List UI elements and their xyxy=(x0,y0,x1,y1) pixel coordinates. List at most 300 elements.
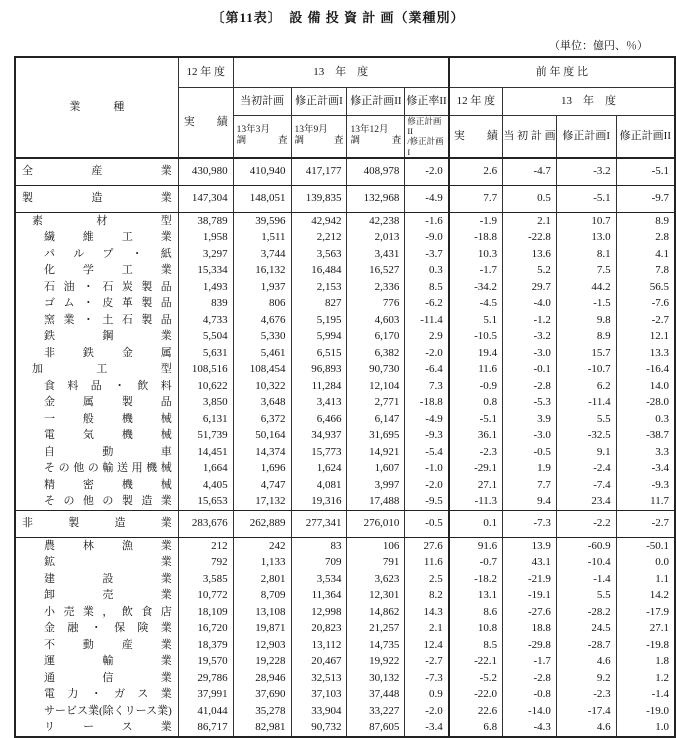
value-cell: -1.5 xyxy=(556,295,616,312)
industry-label: 金融・保険業 xyxy=(15,620,178,637)
value-cell: -18.8 xyxy=(405,394,449,411)
value-cell: -2.0 xyxy=(405,703,449,720)
col-header-revision-rate-2: 修正率II xyxy=(405,88,449,116)
industry-label: 自動車 xyxy=(15,444,178,461)
value-cell: 262,889 xyxy=(233,510,291,537)
value-cell: -19.1 xyxy=(503,587,557,604)
value-cell: -2.2 xyxy=(556,510,616,537)
value-cell: 12,998 xyxy=(291,604,347,621)
col-header-yoy: 前 年 度 比 xyxy=(449,57,675,88)
table-row xyxy=(15,345,675,362)
value-cell: 5.1 xyxy=(449,312,503,329)
value-cell: 29.7 xyxy=(503,279,557,296)
value-cell: -1.4 xyxy=(616,686,675,703)
value-cell: 4,733 xyxy=(178,312,233,329)
value-cell: 10.8 xyxy=(449,620,503,637)
value-cell: 1.0 xyxy=(616,719,675,737)
value-cell: 4,747 xyxy=(233,477,291,494)
industry-label: 通信業 xyxy=(15,670,178,687)
table-row xyxy=(15,394,675,411)
value-cell: 21,257 xyxy=(347,620,405,637)
table-row xyxy=(15,686,675,703)
value-cell: 20,467 xyxy=(291,653,347,670)
value-cell: 792 xyxy=(178,554,233,571)
value-cell: 3,997 xyxy=(347,477,405,494)
value-cell: 2,336 xyxy=(347,279,405,296)
value-cell: 5,504 xyxy=(178,328,233,345)
value-cell: 14,451 xyxy=(178,444,233,461)
value-cell: -5.4 xyxy=(405,444,449,461)
value-cell: 2,801 xyxy=(233,571,291,588)
value-cell: -38.7 xyxy=(616,427,675,444)
ratio-sub-line2: /修正計画I xyxy=(407,136,444,157)
value-cell: -4.3 xyxy=(503,719,557,737)
value-cell: -2.0 xyxy=(405,345,449,362)
value-cell: 2.5 xyxy=(405,571,449,588)
value-cell: 1.2 xyxy=(616,670,675,687)
value-cell: 10,322 xyxy=(233,378,291,395)
value-cell: -3.2 xyxy=(556,158,616,186)
value-cell: 31,695 xyxy=(347,427,405,444)
table-row xyxy=(15,378,675,395)
value-cell: 3,585 xyxy=(178,571,233,588)
value-cell: 2.1 xyxy=(405,620,449,637)
value-cell: -21.9 xyxy=(503,571,557,588)
value-cell: 8.6 xyxy=(449,604,503,621)
value-cell: 23.4 xyxy=(556,493,616,510)
value-cell: 14,921 xyxy=(347,444,405,461)
value-cell: 19,316 xyxy=(291,493,347,510)
value-cell: -9.3 xyxy=(405,427,449,444)
value-cell: 37,103 xyxy=(291,686,347,703)
value-cell: 1,624 xyxy=(291,460,347,477)
value-cell: 1.8 xyxy=(616,653,675,670)
value-cell: 11,364 xyxy=(291,587,347,604)
value-cell: -0.8 xyxy=(503,686,557,703)
value-cell: 1,607 xyxy=(347,460,405,477)
value-cell: 12,903 xyxy=(233,637,291,654)
value-cell: 18,109 xyxy=(178,604,233,621)
value-cell: -4.5 xyxy=(449,295,503,312)
value-cell: 148,051 xyxy=(233,185,291,212)
table-row xyxy=(15,361,675,378)
value-cell: 139,835 xyxy=(291,185,347,212)
value-cell: 4.6 xyxy=(556,653,616,670)
value-cell: -4.9 xyxy=(405,411,449,428)
industry-label: 非製造業 xyxy=(15,510,178,537)
value-cell: 44.2 xyxy=(556,279,616,296)
table-row xyxy=(15,279,675,296)
value-cell: 14,862 xyxy=(347,604,405,621)
industry-label: 加工型 xyxy=(15,361,178,378)
value-cell: -6.2 xyxy=(405,295,449,312)
value-cell: 13.3 xyxy=(616,345,675,362)
value-cell: -7.3 xyxy=(405,670,449,687)
value-cell: -9.0 xyxy=(405,229,449,246)
value-cell: 12,104 xyxy=(347,378,405,395)
industry-label: 建設業 xyxy=(15,571,178,588)
col-header-revised-plan-1: 修正計画I xyxy=(291,88,347,116)
value-cell: -3.2 xyxy=(503,328,557,345)
value-cell: -4.9 xyxy=(405,185,449,212)
survey-sep-line2: 調 査 xyxy=(294,136,344,147)
value-cell: 13.1 xyxy=(449,587,503,604)
value-cell: 87,605 xyxy=(347,719,405,737)
value-cell: 283,676 xyxy=(178,510,233,537)
ratio-sub-line1: 修正計画II xyxy=(407,116,442,137)
value-cell: 42,942 xyxy=(291,212,347,229)
value-cell: 2,013 xyxy=(347,229,405,246)
value-cell: 2.9 xyxy=(405,328,449,345)
value-cell: 15,334 xyxy=(178,262,233,279)
value-cell: 11,284 xyxy=(291,378,347,395)
value-cell: 1,664 xyxy=(178,460,233,477)
value-cell: 5.5 xyxy=(556,587,616,604)
industry-label: 鉱業 xyxy=(15,554,178,571)
table-row xyxy=(15,158,675,186)
value-cell: 10.3 xyxy=(449,246,503,263)
table-row xyxy=(15,653,675,670)
value-cell: -11.3 xyxy=(449,493,503,510)
value-cell: 27.1 xyxy=(449,477,503,494)
table-row xyxy=(15,229,675,246)
value-cell: -2.0 xyxy=(405,158,449,186)
table-row xyxy=(15,328,675,345)
value-cell: 33,904 xyxy=(291,703,347,720)
value-cell: -2.3 xyxy=(556,686,616,703)
value-cell: 4.6 xyxy=(556,719,616,737)
value-cell: -19.0 xyxy=(616,703,675,720)
value-cell: 10,772 xyxy=(178,587,233,604)
col-header-yoy-revised-plan-1: 修正計画I xyxy=(556,116,616,158)
value-cell: -0.5 xyxy=(405,510,449,537)
table-row xyxy=(15,427,675,444)
value-cell: 6.2 xyxy=(556,378,616,395)
value-cell: -9.3 xyxy=(616,477,675,494)
value-cell: 37,991 xyxy=(178,686,233,703)
value-cell: -10.7 xyxy=(556,361,616,378)
value-cell: -10.5 xyxy=(449,328,503,345)
value-cell: 8.2 xyxy=(405,587,449,604)
industry-label: 全産業 xyxy=(15,158,178,186)
value-cell: 3,648 xyxy=(233,394,291,411)
value-cell: -0.1 xyxy=(503,361,557,378)
value-cell: 147,304 xyxy=(178,185,233,212)
value-cell: -2.8 xyxy=(503,670,557,687)
value-cell: -19.8 xyxy=(616,637,675,654)
value-cell: -2.7 xyxy=(405,653,449,670)
value-cell: 82,981 xyxy=(233,719,291,737)
value-cell: 15,773 xyxy=(291,444,347,461)
value-cell: 1,696 xyxy=(233,460,291,477)
value-cell: 7.7 xyxy=(449,185,503,212)
value-cell: 6,372 xyxy=(233,411,291,428)
value-cell: 0.3 xyxy=(616,411,675,428)
value-cell: 36.1 xyxy=(449,427,503,444)
table-row xyxy=(15,637,675,654)
industry-label: その他の輸送用機械 xyxy=(15,460,178,477)
value-cell: 410,940 xyxy=(233,158,291,186)
table-row xyxy=(15,262,675,279)
value-cell: -28.7 xyxy=(556,637,616,654)
survey-mar-line1: 13年3月 xyxy=(236,125,270,136)
value-cell: -29.1 xyxy=(449,460,503,477)
value-cell: 3,563 xyxy=(291,246,347,263)
value-cell: -5.3 xyxy=(503,394,557,411)
value-cell: 8.9 xyxy=(556,328,616,345)
value-cell: 1,493 xyxy=(178,279,233,296)
industry-label: 繊維工業 xyxy=(15,229,178,246)
value-cell: 18,379 xyxy=(178,637,233,654)
table-row xyxy=(15,411,675,428)
value-cell: 14,735 xyxy=(347,637,405,654)
value-cell: 14.0 xyxy=(616,378,675,395)
value-cell: 3.9 xyxy=(503,411,557,428)
value-cell: 12.1 xyxy=(616,328,675,345)
value-cell: -1.9 xyxy=(449,212,503,229)
value-cell: -11.4 xyxy=(556,394,616,411)
industry-label: 電気機械 xyxy=(15,427,178,444)
value-cell: -32.5 xyxy=(556,427,616,444)
value-cell: 5,994 xyxy=(291,328,347,345)
industry-label: 卸売業 xyxy=(15,587,178,604)
value-cell: -0.5 xyxy=(503,444,557,461)
table-row xyxy=(15,212,675,229)
value-cell: 2.6 xyxy=(449,158,503,186)
value-cell: -1.6 xyxy=(405,212,449,229)
col-header-yoy-fy12: 12 年 度 xyxy=(449,88,503,116)
value-cell: 7.3 xyxy=(405,378,449,395)
value-cell: 34,937 xyxy=(291,427,347,444)
value-cell: -2.3 xyxy=(449,444,503,461)
value-cell: 7.7 xyxy=(503,477,557,494)
value-cell: 6,170 xyxy=(347,328,405,345)
value-cell: 132,968 xyxy=(347,185,405,212)
value-cell: -6.4 xyxy=(405,361,449,378)
value-cell: 0.0 xyxy=(616,554,675,571)
table-row xyxy=(15,554,675,571)
value-cell: -7.4 xyxy=(556,477,616,494)
value-cell: -22.1 xyxy=(449,653,503,670)
table-row xyxy=(15,571,675,588)
value-cell: 10.7 xyxy=(556,212,616,229)
value-cell: -1.0 xyxy=(405,460,449,477)
value-cell: 43.1 xyxy=(503,554,557,571)
value-cell: 212 xyxy=(178,537,233,554)
value-cell: 28,946 xyxy=(233,670,291,687)
value-cell: 16,132 xyxy=(233,262,291,279)
col-header-yoy-fy13: 13 年 度 xyxy=(503,88,675,116)
industry-label: 窯業・土石製品 xyxy=(15,312,178,329)
value-cell: 22.6 xyxy=(449,703,503,720)
value-cell: 3,413 xyxy=(291,394,347,411)
industry-label: 素材型 xyxy=(15,212,178,229)
value-cell: -17.4 xyxy=(556,703,616,720)
industry-label: 製造業 xyxy=(15,185,178,212)
value-cell: -0.9 xyxy=(449,378,503,395)
value-cell: 5.2 xyxy=(503,262,557,279)
value-cell: 1,511 xyxy=(233,229,291,246)
value-cell: 2.8 xyxy=(616,229,675,246)
value-cell: -5.1 xyxy=(449,411,503,428)
value-cell: -3.4 xyxy=(616,460,675,477)
value-cell: 41,044 xyxy=(178,703,233,720)
value-cell: 4,603 xyxy=(347,312,405,329)
value-cell: -28.2 xyxy=(556,604,616,621)
table-row xyxy=(15,493,675,510)
value-cell: -0.7 xyxy=(449,554,503,571)
value-cell: 5,631 xyxy=(178,345,233,362)
industry-label: 鉄鋼業 xyxy=(15,328,178,345)
value-cell: -22.8 xyxy=(503,229,557,246)
value-cell: -2.8 xyxy=(503,378,557,395)
industry-label: その他の製造業 xyxy=(15,493,178,510)
value-cell: 19,871 xyxy=(233,620,291,637)
value-cell: 827 xyxy=(291,295,347,312)
value-cell: -3.7 xyxy=(405,246,449,263)
value-cell: 50,164 xyxy=(233,427,291,444)
value-cell: 4.1 xyxy=(616,246,675,263)
col-header-yoy-revised-plan-2: 修正計画II xyxy=(616,116,675,158)
value-cell: -1.7 xyxy=(449,262,503,279)
value-cell: -2.7 xyxy=(616,510,675,537)
value-cell: -34.2 xyxy=(449,279,503,296)
value-cell: 417,177 xyxy=(291,158,347,186)
value-cell: 1.1 xyxy=(616,571,675,588)
value-cell: 16,527 xyxy=(347,262,405,279)
value-cell: 7.8 xyxy=(616,262,675,279)
table-row xyxy=(15,510,675,537)
value-cell: -3.0 xyxy=(503,345,557,362)
value-cell: 2.1 xyxy=(503,212,557,229)
value-cell: 7.5 xyxy=(556,262,616,279)
value-cell: 2,153 xyxy=(291,279,347,296)
table-row xyxy=(15,444,675,461)
value-cell: -4.0 xyxy=(503,295,557,312)
value-cell: 33,227 xyxy=(347,703,405,720)
value-cell: 242 xyxy=(233,537,291,554)
unit-note: （単位：億円、％） xyxy=(549,40,648,52)
value-cell: -1.7 xyxy=(503,653,557,670)
value-cell: 29,786 xyxy=(178,670,233,687)
value-cell: 10,622 xyxy=(178,378,233,395)
value-cell: -28.0 xyxy=(616,394,675,411)
value-cell: 0.1 xyxy=(449,510,503,537)
value-cell: 0.5 xyxy=(503,185,557,212)
industry-label: パルプ・紙 xyxy=(15,246,178,263)
table-row xyxy=(15,295,675,312)
value-cell: 19,922 xyxy=(347,653,405,670)
value-cell: 37,690 xyxy=(233,686,291,703)
value-cell: 11.6 xyxy=(405,554,449,571)
value-cell: 5.5 xyxy=(556,411,616,428)
value-cell: -3.4 xyxy=(405,719,449,737)
col-header-industry: 業 種 xyxy=(15,57,178,158)
value-cell: -1.2 xyxy=(503,312,557,329)
col-header-revised-plan-2: 修正計画II xyxy=(347,88,405,116)
value-cell: 6,466 xyxy=(291,411,347,428)
industry-label: 一般機械 xyxy=(15,411,178,428)
col-header-survey-sep xyxy=(291,116,347,158)
value-cell: 4,405 xyxy=(178,477,233,494)
value-cell: 9.8 xyxy=(556,312,616,329)
value-cell: 15.7 xyxy=(556,345,616,362)
value-cell: 18.8 xyxy=(503,620,557,637)
value-cell: -5.1 xyxy=(556,185,616,212)
value-cell: 13.6 xyxy=(503,246,557,263)
industry-label: リース業 xyxy=(15,719,178,737)
value-cell: 9.4 xyxy=(503,493,557,510)
value-cell: 17,488 xyxy=(347,493,405,510)
industry-label: 金属製品 xyxy=(15,394,178,411)
value-cell: 6.8 xyxy=(449,719,503,737)
value-cell: 3,534 xyxy=(291,571,347,588)
value-cell: 6,131 xyxy=(178,411,233,428)
value-cell: 1,133 xyxy=(233,554,291,571)
value-cell: 19.4 xyxy=(449,345,503,362)
value-cell: 35,278 xyxy=(233,703,291,720)
industry-label: 小売業，飲食店 xyxy=(15,604,178,621)
value-cell: 709 xyxy=(291,554,347,571)
value-cell: 8.1 xyxy=(556,246,616,263)
value-cell: 86,717 xyxy=(178,719,233,737)
value-cell: 4,081 xyxy=(291,477,347,494)
value-cell: 0.8 xyxy=(449,394,503,411)
value-cell: 13.0 xyxy=(556,229,616,246)
survey-sep-line1: 13年9月 xyxy=(294,125,328,136)
value-cell: -5.2 xyxy=(449,670,503,687)
industry-label: 運輸業 xyxy=(15,653,178,670)
value-cell: 8,709 xyxy=(233,587,291,604)
value-cell: 276,010 xyxy=(347,510,405,537)
value-cell: -7.3 xyxy=(503,510,557,537)
value-cell: -11.4 xyxy=(405,312,449,329)
value-cell: -2.4 xyxy=(556,460,616,477)
value-cell: 9.1 xyxy=(556,444,616,461)
value-cell: 39,596 xyxy=(233,212,291,229)
value-cell: 3,431 xyxy=(347,246,405,263)
value-cell: 2,212 xyxy=(291,229,347,246)
value-cell: 6,515 xyxy=(291,345,347,362)
value-cell: 27.6 xyxy=(405,537,449,554)
value-cell: 14.2 xyxy=(616,587,675,604)
industry-label: サービス業(除くリース業) xyxy=(15,703,178,720)
value-cell: 13,112 xyxy=(291,637,347,654)
value-cell: -50.1 xyxy=(616,537,675,554)
value-cell: 277,341 xyxy=(291,510,347,537)
value-cell: 3.3 xyxy=(616,444,675,461)
value-cell: 0.3 xyxy=(405,262,449,279)
value-cell: -29.8 xyxy=(503,637,557,654)
value-cell: 14.3 xyxy=(405,604,449,621)
value-cell: 108,516 xyxy=(178,361,233,378)
table-row xyxy=(15,460,675,477)
table-row xyxy=(15,537,675,554)
col-header-actual: 実 績 xyxy=(178,88,233,158)
value-cell: 430,980 xyxy=(178,158,233,186)
value-cell: 5,330 xyxy=(233,328,291,345)
industry-label: 農林漁業 xyxy=(15,537,178,554)
value-cell: 11.6 xyxy=(449,361,503,378)
table-row xyxy=(15,620,675,637)
value-cell: 1,958 xyxy=(178,229,233,246)
value-cell: 11.7 xyxy=(616,493,675,510)
industry-label: 非鉄金属 xyxy=(15,345,178,362)
value-cell: -5.1 xyxy=(616,158,675,186)
value-cell: 0.9 xyxy=(405,686,449,703)
value-cell: 1,937 xyxy=(233,279,291,296)
value-cell: 27.1 xyxy=(616,620,675,637)
